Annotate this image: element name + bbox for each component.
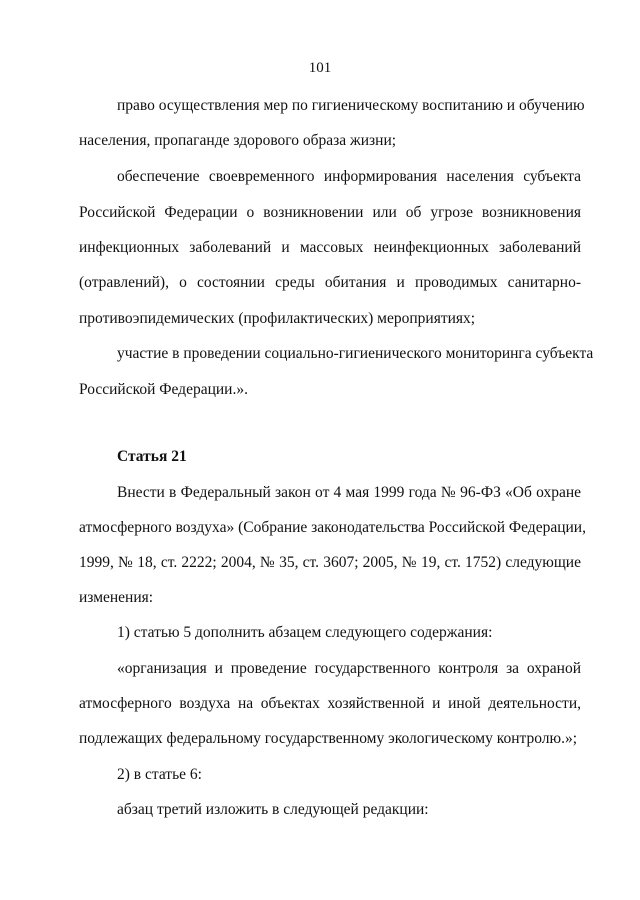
text-line: абзац третий изложить в следующей редакции: — [117, 801, 429, 818]
page-number: 101 — [308, 60, 332, 76]
text-line: атмосферного воздуха» (Собрание законодательства Российской Федерации, — [79, 519, 586, 536]
text-line: атмосферного воздуха на объектах хозяйственной и иной деятельности, — [79, 695, 581, 712]
text-line: 1999, № 18, ст. 2222; 2004, № 35, ст. 3607; 2005, № 19, ст. 1752) следующие — [79, 554, 581, 571]
text-line: Внести в Федеральный закон от 4 мая 1999 года № 96-ФЗ «Об охране — [117, 484, 581, 501]
text-line: обеспечение своевременного информирования населения субъекта — [117, 168, 581, 185]
text-line: Российской Федерации.». — [79, 381, 248, 398]
text-line: изменения: — [79, 589, 154, 606]
text-line: (отравлений), о состоянии среды обитания и проводимых санитарно- — [79, 274, 581, 291]
text-line: инфекционных заболеваний и массовых неинфекционных заболеваний — [79, 239, 581, 256]
text-line: подлежащих федеральному государственному экологическому контролю.»; — [79, 730, 578, 747]
text-line: 2) в статье 6: — [117, 766, 202, 783]
article-heading: Статья 21 — [117, 448, 187, 465]
text-line: право осуществления мер по гигиеническому воспитанию и обучению — [117, 97, 585, 114]
text-line: «организация и проведение государственного контроля за охраной — [117, 660, 581, 677]
text-line: участие в проведении социально-гигиенического мониторинга субъекта — [117, 345, 594, 362]
text-line: населения, пропаганде здорового образа жизни; — [79, 132, 397, 149]
text-line: Российской Федерации о возникновении или об угрозе возникновения — [79, 204, 581, 221]
text-line: противоэпидемических (профилактических) мероприятиях; — [79, 310, 476, 327]
text-line: 1) статью 5 дополнить абзацем следующего содержания: — [117, 624, 493, 641]
